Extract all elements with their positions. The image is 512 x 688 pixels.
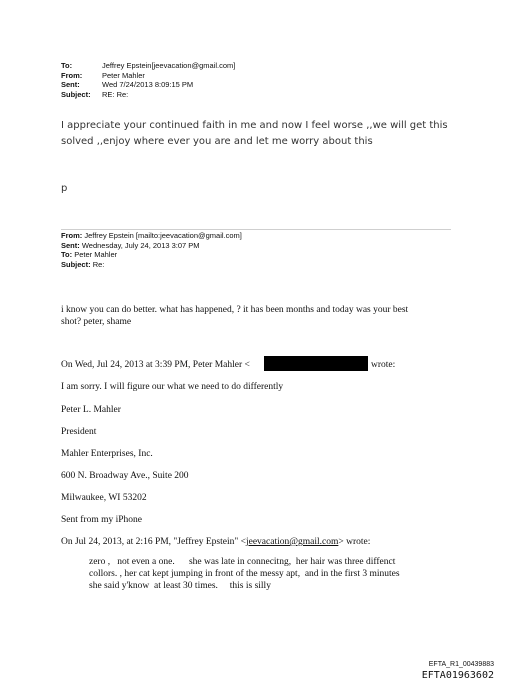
quoted-subject-label: Subject: [61,259,91,269]
quote2-wrote: > wrote: [338,537,371,547]
to-value: Jeffrey Epstein[jeevacation@gmail.com] [102,61,236,70]
footer-ref-1: EFTA_R1_00439883 [428,661,494,668]
signature-city: Milwaukee, WI 53202 [61,493,147,503]
reply-signoff: p [61,183,68,194]
quote1-message: I am sorry. I will figure our what we need to do differently [61,382,284,392]
quoted-sent-value: Wednesday, July 24, 2013 3:07 PM [81,240,200,250]
quote1-intro-text: On Wed, Jul 24, 2013 at 3:39 PM, Peter Mahler < [61,360,250,370]
quote1-wrote: wrote: [371,360,396,370]
quoted-sent-label: Sent: [61,240,80,250]
sent-label: Sent: [61,80,80,89]
to-label: To: [61,61,73,70]
redaction-box [264,356,368,371]
quoted-from-value: Jeffrey Epstein [mailto:jeevacation@gmail.com] [84,231,242,240]
quoted-line-1: i know you can do better. what has happened, ? it has been months and today was your best [61,305,409,315]
signature-company: Mahler Enterprises, Inc. [61,449,153,459]
sent-value: Wed 7/24/2013 8:09:15 PM [102,80,194,89]
subject-value: RE: Re: [102,89,129,99]
quote-divider [61,229,451,230]
sent-from-iphone: Sent from my iPhone [61,515,143,525]
reply-line-2: solved ,,enjoy where ever you are and let me worry about this [61,136,373,147]
quoted-to-value: Peter Mahler [74,250,118,259]
quoted-to-label: To: [61,250,73,259]
from-label: From: [61,70,83,80]
quote2-intro [61,536,370,548]
quoted-body [61,304,461,328]
quote2-email-link[interactable]: jeevacation@gmail.com [245,537,339,547]
reply-line-1: I appreciate your continued faith in me and now I feel worse ,,we will get this [61,120,448,131]
quote1-intro [61,359,250,371]
subject-label: Subject: [61,89,91,99]
reply-body [61,118,481,150]
signature-name: Peter L. Mahler [61,405,121,415]
quote2-line-1: zero , not even a one. she was late in connecitng, her hair was three diffenct [89,557,396,567]
quoted-subject-value: Re: [92,259,105,269]
signature-address: 600 N. Broadway Ave., Suite 200 [61,471,189,481]
quoted-line-2: shot? peter, shame [61,317,132,327]
quote2-body [89,556,469,592]
quote2-intro-text: On Jul 24, 2013, at 2:16 PM, "Jeffrey Epstein" < [61,537,246,547]
quote2-line-3: she said y'know at least 30 times. this is silly [89,581,271,591]
quote2-line-2: collors. , her cat kept jumping in front of the messy apt, and in the first 3 minutes [89,569,400,579]
quoted-from-label: From: [61,231,83,240]
footer-ref-2: EFTA01963602 [421,670,494,681]
quoted-header [61,231,242,269]
signature-title: President [61,427,97,437]
email-header [61,61,235,99]
from-value: Peter Mahler [102,70,145,80]
